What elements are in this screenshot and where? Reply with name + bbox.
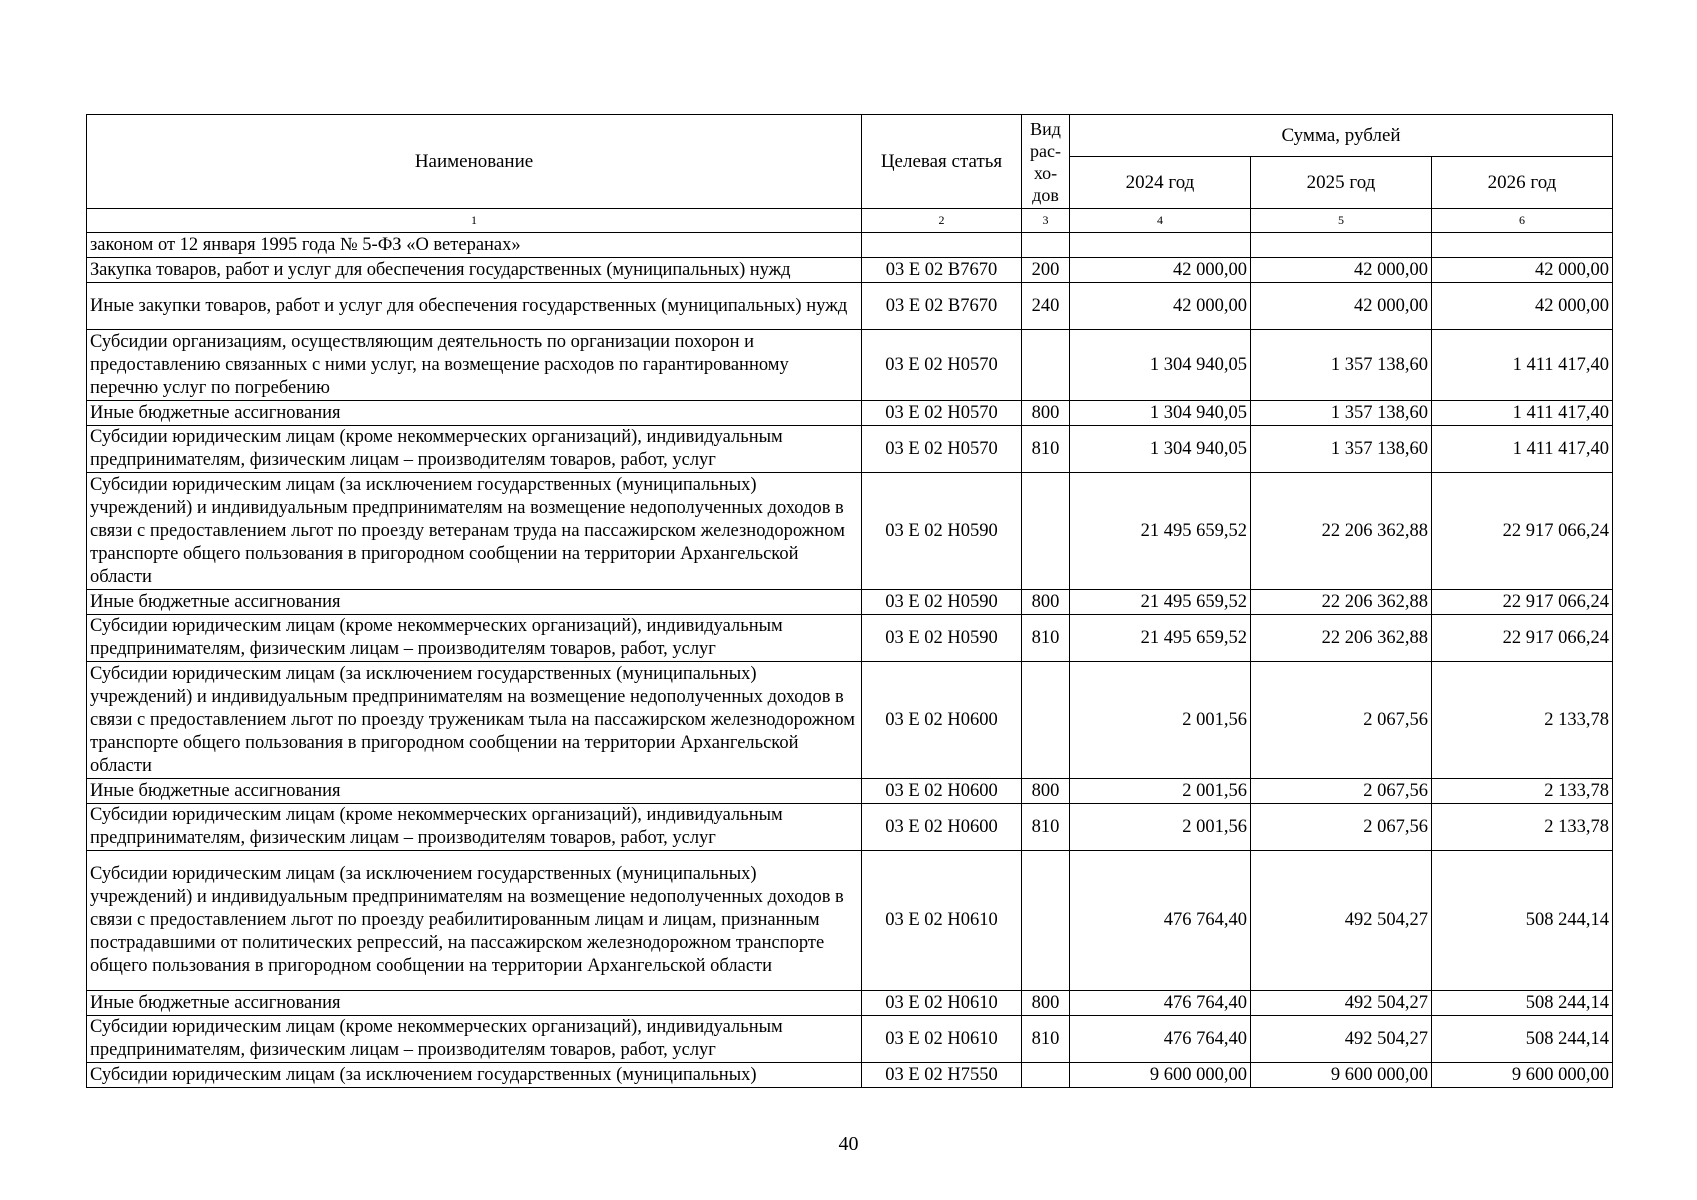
row-amount-2026: 9 600 000,00 <box>1432 1063 1613 1088</box>
table-row <box>87 283 1613 330</box>
row-target-code <box>862 233 1022 258</box>
column-number-row <box>87 209 1613 233</box>
row-amount-2025 <box>1251 233 1432 258</box>
header-sum: Сумма, рублей <box>1070 115 1613 157</box>
row-amount-2024: 1 304 940,05 <box>1070 330 1251 401</box>
table-row <box>87 1016 1613 1063</box>
row-amount-2026: 2 133,78 <box>1432 662 1613 779</box>
row-expense-type: 810 <box>1022 426 1070 473</box>
row-amount-2024: 1 304 940,05 <box>1070 426 1251 473</box>
header-name: Наименование <box>87 115 862 209</box>
row-target-code: 03 Е 02 Н0610 <box>862 1016 1022 1063</box>
row-target-code: 03 Е 02 Н0590 <box>862 473 1022 590</box>
row-amount-2024: 2 001,56 <box>1070 662 1251 779</box>
row-expense-type <box>1022 233 1070 258</box>
table-row <box>87 233 1613 258</box>
row-amount-2026: 1 411 417,40 <box>1432 401 1613 426</box>
row-amount-2026: 1 411 417,40 <box>1432 426 1613 473</box>
row-amount-2026: 22 917 066,24 <box>1432 615 1613 662</box>
row-amount-2025: 22 206 362,88 <box>1251 615 1432 662</box>
row-amount-2026: 22 917 066,24 <box>1432 473 1613 590</box>
row-amount-2025: 492 504,27 <box>1251 991 1432 1016</box>
row-expense-type <box>1022 473 1070 590</box>
row-amount-2026: 1 411 417,40 <box>1432 330 1613 401</box>
budget-table <box>86 114 1613 1088</box>
row-target-code: 03 Е 02 В7670 <box>862 283 1022 330</box>
row-amount-2025: 2 067,56 <box>1251 804 1432 851</box>
table-row <box>87 779 1613 804</box>
row-name: Иные закупки товаров, работ и услуг для обеспечения государственных (муниципальных) нужд <box>87 283 862 330</box>
row-name: Иные бюджетные ассигнования <box>87 779 862 804</box>
column-number: 3 <box>1022 209 1070 233</box>
row-target-code: 03 Е 02 Н0570 <box>862 401 1022 426</box>
table-row <box>87 1063 1613 1088</box>
table-row <box>87 590 1613 615</box>
row-amount-2024: 2 001,56 <box>1070 779 1251 804</box>
row-target-code: 03 Е 02 Н0600 <box>862 662 1022 779</box>
header-year-2025: 2025 год <box>1251 157 1432 209</box>
row-amount-2024: 21 495 659,52 <box>1070 590 1251 615</box>
row-expense-type: 810 <box>1022 615 1070 662</box>
row-amount-2025: 22 206 362,88 <box>1251 590 1432 615</box>
row-target-code: 03 Е 02 Н7550 <box>862 1063 1022 1088</box>
table-row <box>87 258 1613 283</box>
row-target-code: 03 Е 02 Н0610 <box>862 851 1022 991</box>
row-expense-type: 810 <box>1022 804 1070 851</box>
row-name: Субсидии юридическим лицам (кроме некоммерческих организаций), индивидуальным предпринимателям, физическим лицам – производителям товаров, работ, услуг <box>87 426 862 473</box>
row-expense-type <box>1022 662 1070 779</box>
header-year-2026: 2026 год <box>1432 157 1613 209</box>
row-amount-2026: 42 000,00 <box>1432 283 1613 330</box>
row-amount-2024: 42 000,00 <box>1070 258 1251 283</box>
row-name: Закупка товаров, работ и услуг для обеспечения государственных (муниципальных) нужд <box>87 258 862 283</box>
table-row <box>87 473 1613 590</box>
row-amount-2025: 1 357 138,60 <box>1251 401 1432 426</box>
row-amount-2025: 1 357 138,60 <box>1251 426 1432 473</box>
row-expense-type: 800 <box>1022 991 1070 1016</box>
row-name: Субсидии юридическим лицам (за исключением государственных (муниципальных) учреждений) и индивидуальным предпринимателям на возмещение недополученных доходов в связи с предоставлением льгот по проезду реабилитированным лицам и лицам, признанным пострадавшими от политических репрессий, на пассажирском железнодорожном транспорте общего пользования в пригородном сообщении на территории Архангельской области <box>87 851 862 991</box>
row-amount-2025: 492 504,27 <box>1251 1016 1432 1063</box>
table-row <box>87 851 1613 991</box>
table-row <box>87 330 1613 401</box>
row-target-code: 03 Е 02 Н0590 <box>862 615 1022 662</box>
table-row <box>87 662 1613 779</box>
row-expense-type: 800 <box>1022 779 1070 804</box>
row-expense-type: 240 <box>1022 283 1070 330</box>
row-name: Субсидии юридическим лицам (кроме некоммерческих организаций), индивидуальным предпринимателям, физическим лицам – производителям товаров, работ, услуг <box>87 615 862 662</box>
row-amount-2026: 508 244,14 <box>1432 851 1613 991</box>
row-amount-2024: 21 495 659,52 <box>1070 473 1251 590</box>
table-row <box>87 615 1613 662</box>
column-number: 1 <box>87 209 862 233</box>
page-number: 40 <box>838 1133 859 1155</box>
row-amount-2025: 492 504,27 <box>1251 851 1432 991</box>
row-amount-2026: 22 917 066,24 <box>1432 590 1613 615</box>
row-amount-2025: 2 067,56 <box>1251 662 1432 779</box>
column-number: 5 <box>1251 209 1432 233</box>
row-amount-2025: 2 067,56 <box>1251 779 1432 804</box>
row-amount-2026 <box>1432 233 1613 258</box>
row-expense-type: 810 <box>1022 1016 1070 1063</box>
row-amount-2026: 508 244,14 <box>1432 991 1613 1016</box>
row-expense-type <box>1022 851 1070 991</box>
row-amount-2024 <box>1070 233 1251 258</box>
row-expense-type <box>1022 1063 1070 1088</box>
row-amount-2024: 476 764,40 <box>1070 991 1251 1016</box>
row-target-code: 03 Е 02 Н0600 <box>862 779 1022 804</box>
row-amount-2026: 2 133,78 <box>1432 779 1613 804</box>
row-expense-type <box>1022 330 1070 401</box>
row-target-code: 03 Е 02 В7670 <box>862 258 1022 283</box>
row-amount-2026: 42 000,00 <box>1432 258 1613 283</box>
row-target-code: 03 Е 02 Н0600 <box>862 804 1022 851</box>
table-row <box>87 426 1613 473</box>
row-amount-2025: 1 357 138,60 <box>1251 330 1432 401</box>
row-amount-2024: 2 001,56 <box>1070 804 1251 851</box>
table-row <box>87 401 1613 426</box>
row-expense-type: 800 <box>1022 401 1070 426</box>
header-target-article: Целевая статья <box>862 115 1022 209</box>
column-number: 2 <box>862 209 1022 233</box>
row-name: Субсидии юридическим лицам (за исключением государственных (муниципальных) <box>87 1063 862 1088</box>
row-amount-2025: 22 206 362,88 <box>1251 473 1432 590</box>
row-name: Иные бюджетные ассигнования <box>87 991 862 1016</box>
header-expense-type: Вид рас-хо-дов <box>1022 115 1070 209</box>
row-expense-type: 800 <box>1022 590 1070 615</box>
column-number: 6 <box>1432 209 1613 233</box>
table-row <box>87 804 1613 851</box>
row-amount-2024: 42 000,00 <box>1070 283 1251 330</box>
row-amount-2025: 9 600 000,00 <box>1251 1063 1432 1088</box>
table-row <box>87 991 1613 1016</box>
row-expense-type: 200 <box>1022 258 1070 283</box>
header-year-2024: 2024 год <box>1070 157 1251 209</box>
row-target-code: 03 Е 02 Н0570 <box>862 426 1022 473</box>
row-name: Субсидии юридическим лицам (кроме некоммерческих организаций), индивидуальным предпринимателям, физическим лицам – производителям товаров, работ, услуг <box>87 804 862 851</box>
row-name: Субсидии юридическим лицам (за исключением государственных (муниципальных) учреждений) и индивидуальным предпринимателям на возмещение недополученных доходов в связи с предоставлением льгот по проезду труженикам тыла на пассажирском железнодорожном транспорте общего пользования в пригородном сообщении на территории Архангельской области <box>87 662 862 779</box>
row-amount-2024: 21 495 659,52 <box>1070 615 1251 662</box>
column-number: 4 <box>1070 209 1251 233</box>
row-amount-2024: 1 304 940,05 <box>1070 401 1251 426</box>
row-amount-2026: 2 133,78 <box>1432 804 1613 851</box>
row-target-code: 03 Е 02 Н0590 <box>862 590 1022 615</box>
row-name: Иные бюджетные ассигнования <box>87 590 862 615</box>
row-name: законом от 12 января 1995 года № 5-ФЗ «О ветеранах» <box>87 233 862 258</box>
row-target-code: 03 Е 02 Н0570 <box>862 330 1022 401</box>
row-amount-2025: 42 000,00 <box>1251 258 1432 283</box>
row-target-code: 03 Е 02 Н0610 <box>862 991 1022 1016</box>
row-amount-2024: 476 764,40 <box>1070 1016 1251 1063</box>
row-amount-2026: 508 244,14 <box>1432 1016 1613 1063</box>
row-name: Субсидии организациям, осуществляющим деятельность по организации похорон и предоставлению связанных с ними услуг, на возмещение расходов по гарантированному перечню услуг по погребению <box>87 330 862 401</box>
row-name: Субсидии юридическим лицам (кроме некоммерческих организаций), индивидуальным предпринимателям, физическим лицам – производителям товаров, работ, услуг <box>87 1016 862 1063</box>
row-amount-2024: 476 764,40 <box>1070 851 1251 991</box>
row-amount-2025: 42 000,00 <box>1251 283 1432 330</box>
row-name: Субсидии юридическим лицам (за исключением государственных (муниципальных) учреждений) и индивидуальным предпринимателям на возмещение недополученных доходов в связи с предоставлением льгот по проезду ветеранам труда на пассажирском железнодорожном транспорте общего пользования в пригородном сообщении на территории Архангельской области <box>87 473 862 590</box>
row-name: Иные бюджетные ассигнования <box>87 401 862 426</box>
row-amount-2024: 9 600 000,00 <box>1070 1063 1251 1088</box>
